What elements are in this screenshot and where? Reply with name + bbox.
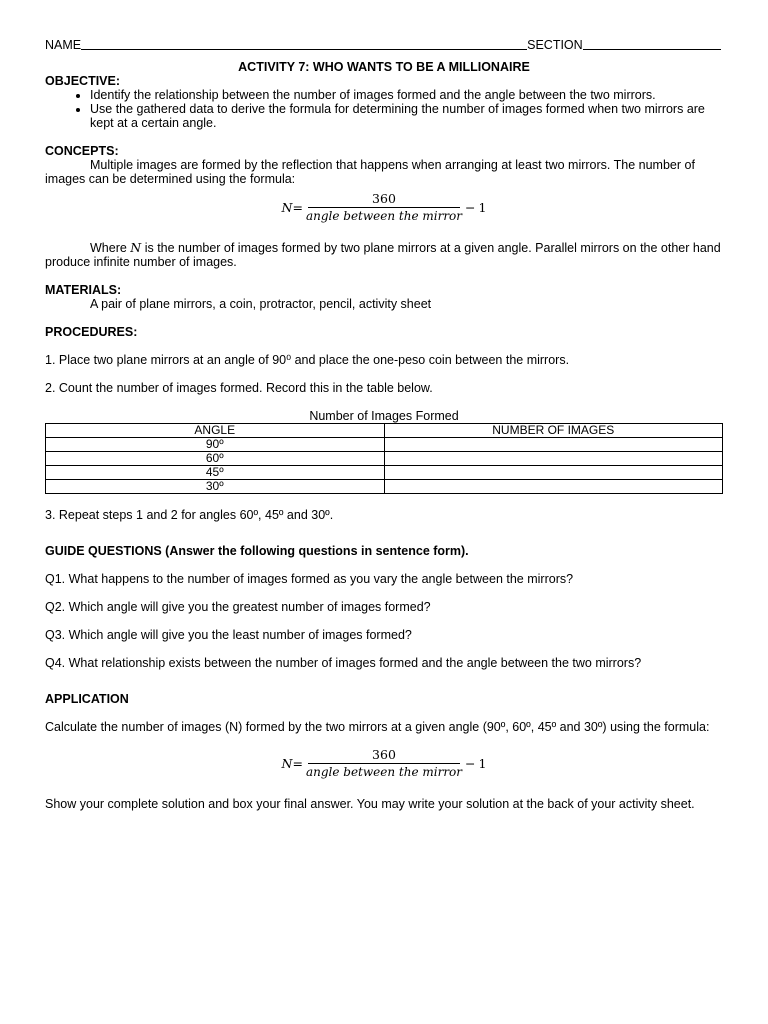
angle-cell: 30º	[46, 480, 385, 494]
table-row	[46, 466, 723, 480]
formula-denominator: angle between the mirror	[305, 209, 463, 223]
objective-item: • Use the gathered data to derive the formula for determining the number of images formed when two mirrors are kept at a certain angle.	[90, 102, 723, 130]
angle-cell: 90º	[46, 438, 385, 452]
formula-minus: −	[465, 755, 476, 771]
procedure-step-3: 3. Repeat steps 1 and 2 for angles 60º, 45º and 30º.	[45, 508, 334, 522]
concepts-text: Multiple images are formed by the reflection that happens when arranging at least two mirrors. The number of images can be determined using the formula:	[45, 158, 695, 186]
procedure-step-1: 1. Place two plane mirrors at an angle of 90⁰ and place the one-peso coin between the mirrors.	[45, 353, 570, 367]
materials-text: A pair of plane mirrors, a coin, protractor, pencil, activity sheet	[90, 297, 432, 311]
guide-heading: GUIDE QUESTIONS (Answer the following questions in sentence form).	[45, 544, 469, 558]
guide-q1: Q1. What happens to the number of images formed as you vary the angle between the mirrors?	[45, 572, 574, 586]
formula	[45, 192, 723, 223]
table-row	[46, 452, 723, 466]
objective-heading: OBJECTIVE:	[45, 74, 121, 88]
formula-lhs: N	[281, 755, 293, 771]
guide-q4: Q4. What relationship exists between the number of images formed and the angle between the two mirrors?	[45, 656, 642, 670]
objective-item: • Identify the relationship between the number of images formed and the angle between the two mirrors.	[90, 88, 723, 102]
images-table	[45, 423, 723, 494]
guide-q2: Q2. Which angle will give you the greatest number of images formed?	[45, 600, 431, 614]
section-label: SECTION	[527, 38, 583, 52]
formula-fraction	[306, 192, 462, 223]
table-header-row	[46, 424, 723, 438]
objective-list	[45, 88, 723, 130]
images-cell[interactable]	[384, 480, 723, 494]
formula-lhs: N	[281, 199, 293, 215]
table-header-number: NUMBER OF IMAGES	[384, 424, 723, 438]
images-cell[interactable]	[384, 466, 723, 480]
concepts-where	[45, 241, 723, 269]
guide-q3: Q3. Which angle will give you the least number of images formed?	[45, 628, 412, 642]
table-header-angle: ANGLE	[46, 424, 385, 438]
formula-equals: =	[292, 199, 303, 215]
formula-constant: 1	[478, 755, 487, 771]
application-closing: Show your complete solution and box your final answer. You may write your solution at the back of your activity sheet.	[45, 797, 695, 811]
name-blank-line	[81, 38, 527, 50]
section-blank-line	[583, 38, 721, 50]
name-label: NAME	[45, 38, 82, 52]
table-row	[46, 438, 723, 452]
application-text: Calculate the number of images (N) formed by the two mirrors at a given angle (90º, 60º, 45º and 30º) using the formula:	[45, 720, 710, 734]
formula-minus: −	[465, 199, 476, 215]
table-row	[46, 480, 723, 494]
name-section-row	[45, 38, 723, 52]
materials-heading: MATERIALS:	[45, 283, 122, 297]
where-prefix: Where	[90, 241, 131, 255]
activity-sheet	[45, 38, 723, 811]
application-heading: APPLICATION	[45, 692, 129, 706]
images-cell[interactable]	[384, 438, 723, 452]
angle-cell: 45º	[46, 466, 385, 480]
formula-equals: =	[292, 755, 303, 771]
activity-title: ACTIVITY 7: WHO WANTS TO BE A MILLIONAIRE	[238, 60, 530, 74]
procedures-heading: PROCEDURES:	[45, 325, 138, 339]
formula-numerator: 360	[308, 192, 460, 208]
formula-numerator: 360	[308, 748, 460, 764]
formula-denominator: angle between the mirror	[305, 765, 463, 779]
where-variable: N	[130, 240, 142, 255]
formula-fraction	[306, 748, 462, 779]
concepts-heading: CONCEPTS:	[45, 144, 119, 158]
application-formula	[45, 748, 723, 779]
procedure-step-2: 2. Count the number of images formed. Record this in the table below.	[45, 381, 433, 395]
images-cell[interactable]	[384, 452, 723, 466]
where-text: is the number of images formed by two plane mirrors at a given angle. Parallel mirrors on the other hand produce infinite number of images.	[45, 241, 721, 269]
formula-constant: 1	[478, 199, 487, 215]
table-caption: Number of Images Formed	[309, 409, 459, 423]
angle-cell: 60º	[46, 452, 385, 466]
